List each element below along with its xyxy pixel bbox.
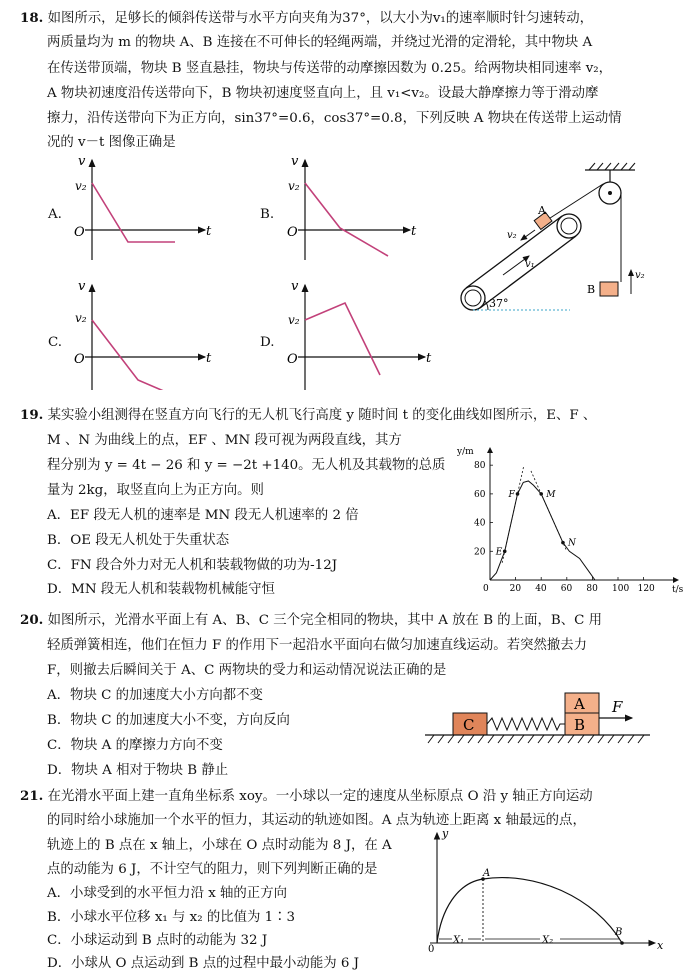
spring <box>487 718 565 730</box>
axis-t-label: t <box>206 351 212 366</box>
angle-label: 37° <box>489 297 509 310</box>
trajectory-curve <box>437 878 622 943</box>
ground-hatch <box>428 735 644 743</box>
axis-v-label: v <box>291 154 299 169</box>
conveyor-figure <box>445 160 690 320</box>
question-text-line: 擦力，沿传送带向下为正方向，sin37°=0.6，cos37°=0.8，下列反映 A 物块在传送带上运动情 <box>47 111 622 126</box>
axis-t-label: t <box>206 224 212 239</box>
question-text-line: 况的 v－t 图像正确是 <box>47 135 176 150</box>
block-a-label: A <box>574 695 585 713</box>
point-a-label: A <box>483 868 491 879</box>
vt-graphs <box>0 150 440 390</box>
question-text-line: 程分别为 y = 4t − 26 和 y = −2t +140。无人机及其载物的总质 <box>47 458 446 473</box>
point-n <box>561 541 565 545</box>
x-tick-label: 20 <box>509 584 522 594</box>
option-a: A．EF 段无人机的速率是 MN 段无人机速率的 2 倍 <box>47 508 359 523</box>
question-text-line: 轻质弹簧相连，他们在恒力 F 的作用下一起沿水平面向右做匀加速直线运动。若突然撤去力 <box>47 638 588 653</box>
x-axis-label: t/s <box>672 585 684 595</box>
point-f-label: F <box>508 489 515 500</box>
axis-t-label: t <box>426 351 432 366</box>
option-b: B．物块 C 的加速度大小不变，方向反向 <box>47 713 290 728</box>
height-curve <box>490 481 595 580</box>
y-axis-label: y/m <box>457 447 474 457</box>
axis-x-label: x <box>657 939 664 952</box>
v2-label: v₂ <box>288 313 300 327</box>
y-tick-label: 80 <box>474 461 486 472</box>
v1-label: v₁ <box>525 259 535 270</box>
point-e <box>503 549 507 553</box>
option-d: D．物块 A 相对于物块 B 静止 <box>47 763 229 778</box>
option-a: A．小球受到的水平恒力沿 x 轴的正方向 <box>47 886 287 901</box>
question-text-line: 量为 2kg，取竖直向上为正方向。则 <box>47 483 264 498</box>
block-b-label: B <box>574 716 586 734</box>
option-a: A．物块 C 的加速度大小方向都不变 <box>47 688 263 703</box>
graph-c <box>74 279 212 390</box>
v2-label: v₂ <box>75 179 87 193</box>
graph-a <box>74 154 212 260</box>
origin-label: O <box>287 225 298 240</box>
block-c-label: C <box>463 716 475 734</box>
trajectory-figure <box>425 825 687 965</box>
origin-label: O <box>74 225 85 240</box>
option-d-label: D. <box>260 335 275 350</box>
option-a-label: A. <box>48 207 62 222</box>
x-tick-label: 40 <box>535 584 547 594</box>
x1-label: X₁ <box>453 935 465 946</box>
origin-label: 0 <box>483 584 489 594</box>
question-text-line: 如图所示，足够长的倾斜传送带与水平方向夹角为37°，以大小为v₁的速率顺时针匀速转动， <box>47 11 594 26</box>
axis-t-label: t <box>411 224 417 239</box>
v2-label: v₂ <box>75 311 87 325</box>
height-time-chart <box>455 440 685 600</box>
axis-v-label: v <box>78 154 86 169</box>
x-tick-label: 120 <box>637 584 655 594</box>
mn-line <box>531 471 567 551</box>
point-m <box>539 492 543 496</box>
v2-label: v₂ <box>288 179 300 193</box>
spring-blocks-figure <box>420 690 670 750</box>
question-text-line: 在传送带顶端，物块 B 竖直悬挂，物块与传送带的动摩擦因数为 0.25。给两物块相同速率 v₂， <box>47 61 613 76</box>
force-f-label: F <box>612 698 623 716</box>
point-f <box>516 492 520 496</box>
question-text-line: 某实验小组测得在竖直方向飞行的无人机飞行高度 y 随时间 t 的变化曲线如图所示，E、F 、 <box>47 408 597 423</box>
block-a-label: A <box>538 204 546 217</box>
question-text-line: A 物块初速度沿传送带向下，B 物块初速度竖直向上，且 v₁<v₂。设最大静摩擦力等于滑动摩 <box>47 86 599 101</box>
y-tick-label: 60 <box>474 489 486 500</box>
block-b-label: B <box>587 283 596 296</box>
question-text-line: M 、N 为曲线上的点，EF 、MN 段可视为两段直线，其方 <box>47 433 402 448</box>
axis-v-label: v <box>78 279 86 294</box>
question-text-line: 如图所示，光滑水平面上有 A、B、C 三个完全相同的物块，其中 A 放在 B 的上面，B、C 用 <box>47 613 602 628</box>
option-d: D．MN 段无人机和装载物机械能守恒 <box>47 582 275 597</box>
question-text-line: 轨迹上的 B 点在 x 轴上，小球在 O 点时动能为 8 J，在 A <box>47 838 392 853</box>
v2-label-a: v₂ <box>507 230 517 241</box>
axis-v-label: v <box>291 279 299 294</box>
question-text-line: 在光滑水平面上建一直角坐标系 xoy。一小球以一定的速度从坐标原点 O 沿 y 轴正方向运动 <box>47 789 593 804</box>
origin-label: O <box>287 352 298 367</box>
x-tick-label: 100 <box>612 584 630 594</box>
point-e-label: E <box>495 547 503 558</box>
origin-label: 0 <box>428 944 435 955</box>
axis-y-label: y <box>442 827 449 840</box>
question-text-line: 两质量均为 m 的物块 A、B 连接在不可伸长的轻绳两端，并绕过光滑的定滑轮，其中物块 A <box>47 35 593 50</box>
point-b-label: B <box>615 927 623 938</box>
option-c-label: C. <box>48 335 63 350</box>
origin-label: O <box>74 352 85 367</box>
question-number: 21. <box>20 788 44 804</box>
question-text-line: 点的动能为 6 J，不计空气的阻力，则下列判断正确的是 <box>47 862 378 877</box>
point-m-label: M <box>546 489 556 500</box>
option-d: D．小球从 O 点运动到 B 点的过程中最小动能为 6 J <box>47 956 360 971</box>
question-number: 20. <box>20 612 44 628</box>
option-b-label: B. <box>260 207 275 222</box>
graph-b <box>287 154 417 260</box>
question-number: 19. <box>20 407 44 423</box>
x-tick-label: 60 <box>560 584 573 594</box>
question-text-line: F，则撤去后瞬间关于 A、C 两物块的受力和运动情况说法正确的是 <box>47 663 447 678</box>
x-tick-label: 80 <box>586 584 598 594</box>
y-tick-label: 20 <box>474 547 486 558</box>
y-tick-label: 40 <box>474 518 486 529</box>
option-c: C．物块 A 的摩擦力方向不变 <box>47 738 223 753</box>
point-n-label: N <box>567 538 576 549</box>
v2-label-b: v₂ <box>635 270 645 281</box>
option-c: C．小球运动到 B 点时的动能为 32 J <box>47 933 268 948</box>
question-number: 18. <box>20 10 44 26</box>
option-b: B．OE 段无人机处于失重状态 <box>47 533 230 548</box>
option-b: B．小球水平位移 x₁ 与 x₂ 的比值为 1∶3 <box>47 910 296 925</box>
x2-label: X₂ <box>542 935 554 946</box>
option-c: C．FN 段合外力对无人机和装载物做的功为-12J <box>47 558 338 573</box>
graph-d <box>287 279 432 390</box>
block-b <box>600 282 618 296</box>
question-text-line: 的同时给小球施加一个水平的恒力，其运动的轨迹如图。A 点为轨迹上距离 x 轴最远的点， <box>47 813 586 828</box>
